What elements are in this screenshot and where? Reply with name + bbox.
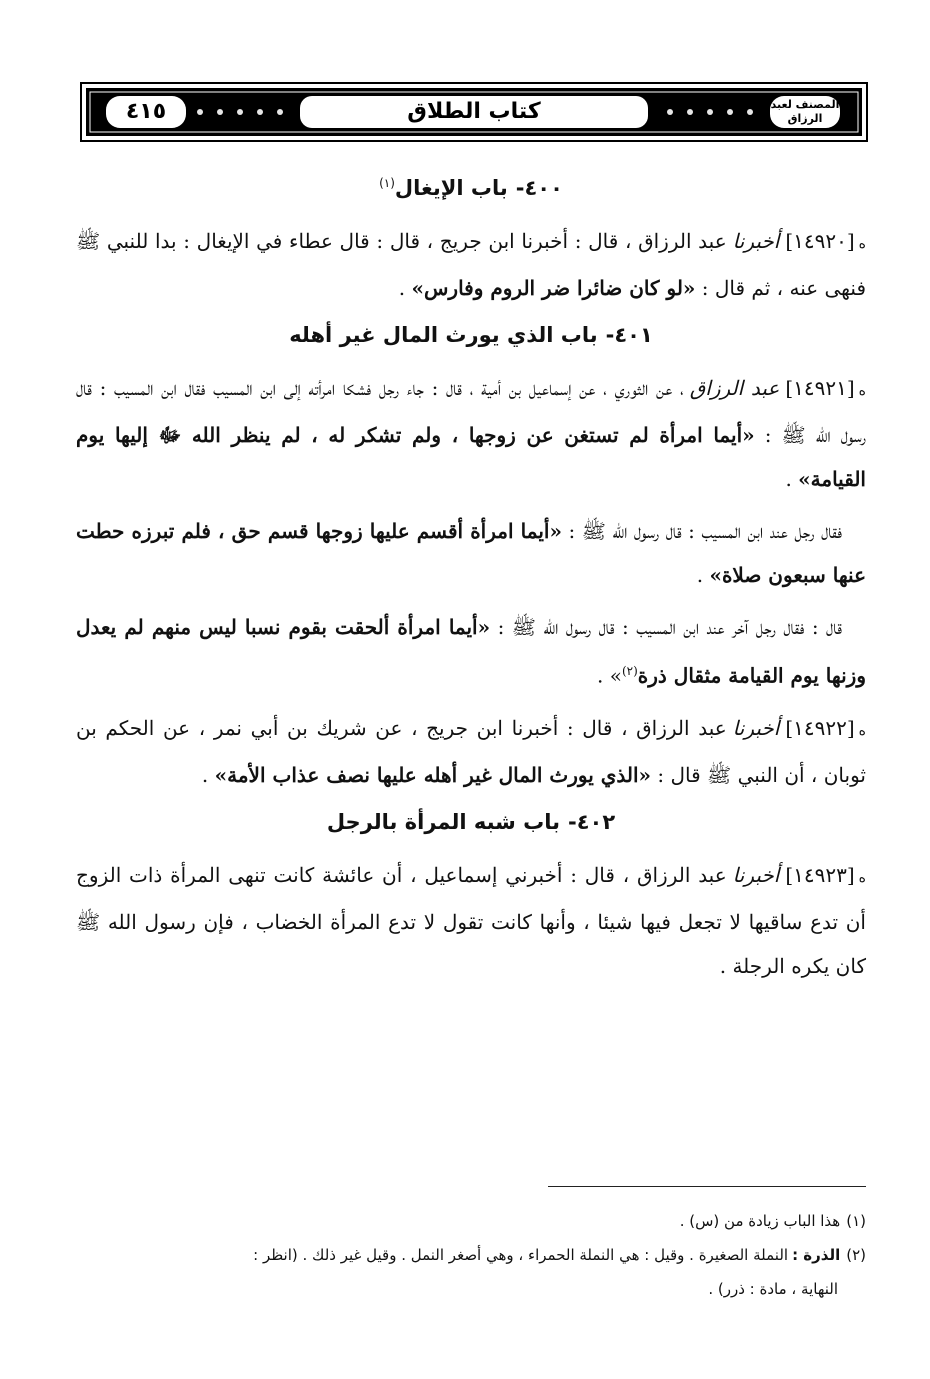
footnote-ref: (١) [379, 176, 395, 190]
chapter-heading [76, 805, 866, 839]
hadith-entry [76, 706, 866, 797]
chapter-title: باب الإيغال [394, 176, 508, 200]
footnote-item [80, 1238, 866, 1272]
footnote-item [80, 1204, 866, 1238]
hadith-text: عبد الرزاق ، قال : أخبرني إسماعيل ، أن عائشة كانت تنهى المرأة ذات الزوج أن تدع ساقيها لا تجعل فيها شيئا ، وأنها كانت تقول لا تدع المرأة الخضاب ، فإن رسول الله ﷺ كان يكره الرجلة [76, 862, 866, 978]
entry-marker: ه [858, 869, 866, 886]
narrator: أخبرنا [732, 715, 780, 740]
footnote-term: الذرة : [792, 1246, 841, 1264]
entry-end: . [719, 953, 733, 978]
hadith-entry [76, 853, 866, 988]
footnotes [80, 1204, 866, 1306]
hadith-text: عبد الرزاق ، قال : أخبرنا ابن جريج ، عن شريك بن أبي نمر ، عن الحكم بن ثوبان ، أن النبي ﷺ قال : [76, 715, 866, 787]
chapter-heading [76, 318, 866, 352]
prophetic-quote: «أيما امرأة لم تستغن عن زوجها ، ولم تشكر له ، لم ينظر الله ﷻ إليها يوم القيامة» [76, 423, 866, 491]
paragraph-text: قال : فقال رجل آخر عند ابن المسيب : قال رسول الله ﷺ : [497, 615, 842, 639]
entry-marker: ه [858, 383, 866, 399]
footnote-mark: (٢) [846, 1246, 866, 1264]
entry-end: . [398, 276, 412, 300]
page-number: ٤١٥ [106, 96, 186, 128]
chapter-title: باب شبه المرأة بالرجل [326, 809, 560, 834]
prophetic-quote: «أيما امرأة أقسم عليها زوجها قسم حق ، فلم تبرزه حطت عنها سبعون صلاة» [76, 519, 866, 587]
hadith-text: ، عن الثوري ، عن إسماعيل بن أمية ، قال : جاء رجل فشكا امرأته إلى ابن المسيب فقال ابن المسيب : قال رسول الله ﷺ : [76, 376, 866, 447]
hadith-number: [١٤٩٢٢] [785, 715, 855, 740]
entry-end: . [201, 762, 215, 787]
entry-end: . [785, 467, 799, 491]
hadith-paragraph [76, 509, 866, 597]
entry-end: » . [597, 663, 622, 688]
chapter-heading [76, 166, 866, 205]
hadith-number: [١٤٩٢١] [785, 376, 855, 400]
header-title: كتاب الطلاق [300, 96, 648, 128]
hadith-paragraph [76, 605, 866, 698]
prophetic-quote: «لو كان ضائرا ضر الروم وفارس» [411, 276, 696, 300]
paragraph-text: فقال رجل عند ابن المسيب : قال رسول الله ﷺ : [568, 519, 843, 543]
entry-end: . [696, 563, 710, 587]
chapter-number: ٤٠٢- [568, 809, 616, 834]
footnote-mark: (١) [846, 1212, 866, 1230]
prophetic-quote: «الذي يورث المال غير أهله عليها نصف عذاب الأمة» [214, 762, 652, 787]
footnote-text: هذا الباب زيادة من (س) . [679, 1212, 841, 1230]
hadith-number: [١٤٩٢٠] [785, 229, 855, 253]
chapter-title: باب الذي يورث المال غير أهله [289, 323, 598, 347]
entry-marker: ه [858, 722, 866, 739]
footnote-ref: (٢) [621, 664, 638, 678]
chapter-number: ٤٠١- [605, 323, 653, 347]
narrator: أخبرنا [732, 229, 780, 253]
hadith-number: [١٤٩٢٣] [785, 862, 855, 887]
narrator: أخبرنا [732, 862, 780, 887]
footnote-continuation: النهاية ، مادة : ذرر) . [708, 1280, 838, 1298]
entry-marker: ه [858, 236, 866, 252]
hadith-text: عبد الرزاق ، قال : أخبرنا ابن جريج ، قال : قال عطاء في الإيغال : بدا للنبي ﷺ فنهى عنه ، ثم قال : [76, 229, 866, 300]
hadith-entry [76, 366, 866, 501]
page-header [80, 82, 868, 142]
narrator: عبد الرزاق [689, 376, 780, 400]
footnote-text: النملة الصغيرة . وقيل : هي النملة الحمراء ، وهي أصغر النمل . وقيل غير ذلك . (انظر : [253, 1246, 789, 1264]
prophetic-quote: «أيما امرأة ألحقت بقوم نسبا ليس منهم لم يعدل وزنها يوم القيامة مثقال ذرة [76, 615, 866, 688]
hadith-entry [76, 219, 866, 310]
book-logo: المصنف لعبد الرزاق [770, 96, 840, 128]
footnote-divider [548, 1186, 866, 1187]
page-content [76, 160, 866, 996]
chapter-number: ٤٠٠- [515, 176, 563, 200]
